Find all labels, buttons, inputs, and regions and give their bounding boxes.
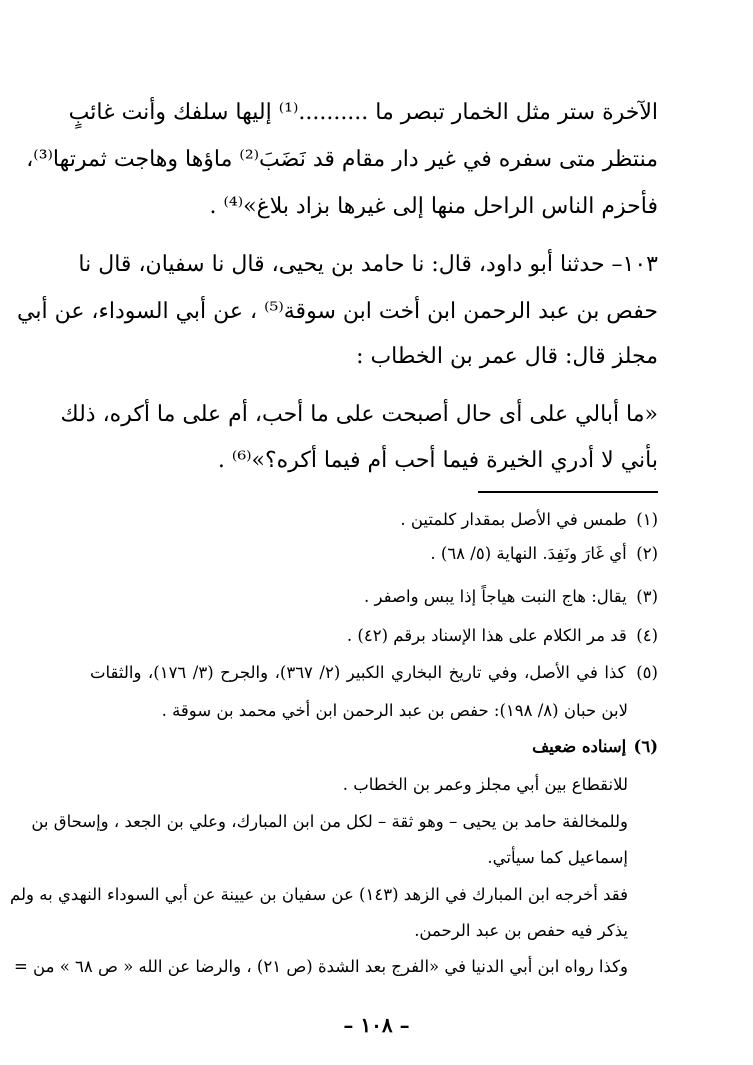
- footnote-5: [90, 661, 658, 685]
- footnote-text: قد مر الكلام على هذا الإسناد برقم (٤٢) .: [346, 626, 627, 645]
- fn6-detail-4: فقد أخرجه ابن المبارك في الزهد (١٤٣) عن سفيان بن عيينة عن أبي السوداء النهدي به ولم: [10, 885, 628, 904]
- main-p1-line-2: منتظر متى سفره في غير دار مقام قد نَضَبَ⁽²⁾ ماؤها وهاجت ثمرتها⁽³⁾،: [26, 147, 658, 172]
- footnote-1: [90, 508, 658, 532]
- footnote-5-continuation: لابن حبان (٨/ ١٩٨): حفص بن عبد الرحمن ابن أخي محمد بن سوقة .: [161, 701, 628, 720]
- footnote-2: [90, 542, 658, 566]
- fn6-detail-6: وكذا رواه ابن أبي الدنيا في «الفرج بعد الشدة (ص ٢١) ، والرضا عن الله « ص ٦٨ » من =: [13, 957, 628, 976]
- footnote-text: كذا في الأصل، وفي تاريخ البخاري الكبير (٢/ ٣٦٧)، والجرح (٣/ ١٧٦)، والثقات: [90, 663, 626, 682]
- fn6-detail-5: يذكر فيه حفص بن عبد الرحمن.: [414, 921, 628, 940]
- footnote-number: (٥): [636, 663, 658, 682]
- footnote-text: إسناده ضعيف: [532, 737, 627, 756]
- main-p3-line-2: بأني لا أدري الخيرة فيما أحب أم فيما أكره؟»⁽⁶⁾ .: [217, 448, 658, 473]
- footnote-4: [90, 624, 658, 648]
- footnote-text: أي غَارَ ونَفِدَ. النهاية (٥/ ٦٨) .: [430, 544, 627, 563]
- footnote-separator: [478, 491, 658, 493]
- footnote-number: (١): [636, 510, 658, 529]
- fn6-detail-1: للانقطاع بين أبي مجلز وعمر بن الخطاب .: [342, 775, 628, 794]
- main-p2-line-3: مجلز قال: قال عمر بن الخطاب :: [356, 344, 658, 369]
- footnote-number: (٤): [636, 626, 658, 645]
- footnote-3: [90, 585, 658, 609]
- main-p1-line-1: الآخرة ستر مثل الخمار تبصر ما ..........⁽¹⁾ إليها سلفك وأنت غائبٍ: [68, 100, 658, 125]
- footnote-text: يقال: هاج النبت هياجاً إذا يبس واصفر .: [364, 587, 627, 606]
- main-p2-line-1: ١٠٣– حدثنا أبو داود، قال: نا حامد بن يحيى، قال نا سفيان، قال نا: [78, 252, 658, 277]
- fn6-detail-2: وللمخالفة حامد بن يحيى – وهو ثقة – لكل من ابن المبارك، وعلي بن الجعد ، وإسحاق بن: [31, 812, 628, 831]
- page-number: – ١٠٨ –: [343, 1013, 410, 1037]
- footnote-number: (٢): [636, 544, 658, 563]
- footnote-number: (٣): [636, 587, 658, 606]
- footnote-number: (٦): [633, 737, 658, 756]
- footnote-6: [90, 735, 658, 759]
- main-p1-line-3: فأحزم الناس الراحل منها إلى غيرها بزاد بلاغ»⁽⁴⁾ .: [209, 194, 658, 219]
- fn6-detail-3: إسماعيل كما سيأتي.: [487, 848, 628, 867]
- main-p2-line-2: حفص بن عبد الرحمن ابن أخت ابن سوقة⁽⁵⁾ ، عن أبي السوداء، عن أبي: [17, 299, 658, 324]
- main-p3-line-1: «ما أبالي على أى حال أصبحت على ما أحب، أم على ما أكره، ذلك: [60, 402, 658, 427]
- footnote-text: طمس في الأصل بمقدار كلمتين .: [400, 510, 627, 529]
